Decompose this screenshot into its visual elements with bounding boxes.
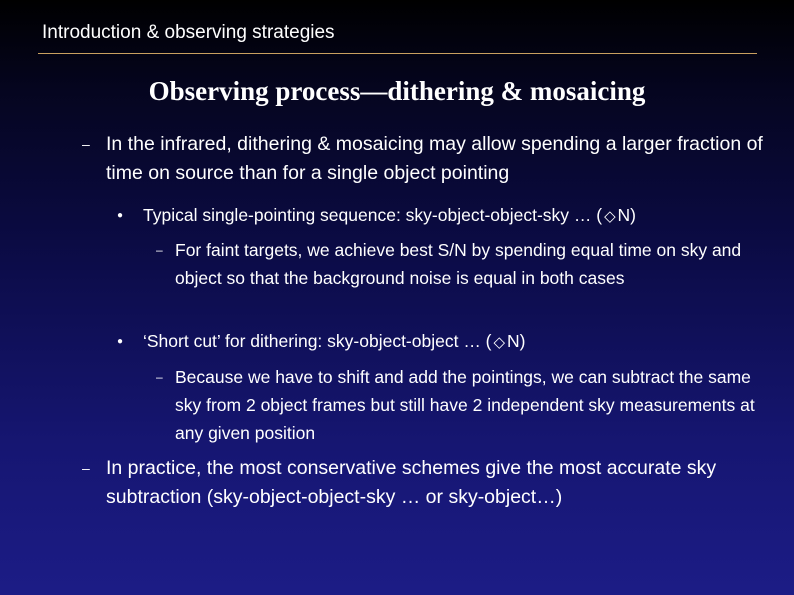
bullet-text: In the infrared, dithering & mosaicing may allow spending a larger fraction of time on source than for a single object pointing [106,133,763,184]
bullet-item [82,130,776,188]
sub-bullet-text-end: N) [617,205,636,225]
diamond-icon: ◇ [493,335,505,351]
dot-marker: ● [117,336,124,347]
sub-sub-bullet-text: Because we have to shift and add the pointings, we can subtract the same sky from 2 object frames but still have 2 independent sky measurements at any given position [175,367,755,443]
sub-sub-bullet-text: For faint targets, we achieve best S/N by spending equal time on sky and object so that the background noise is equal in both cases [175,240,742,288]
slide-title: Observing process—dithering & mosaicing [148,76,646,106]
diamond-icon: ◇ [604,209,616,225]
sub-bullet-item [117,202,763,230]
sub-bullet-text-start: ‘Short cut’ for dithering: sky-object-object … ( [143,331,492,351]
dash-marker: – [156,370,163,384]
dash-marker: – [82,136,90,152]
dash-marker: – [156,243,163,257]
sub-sub-bullet-item [156,236,765,292]
bullet-text: In practice, the most conservative schemes give the most accurate sky subtraction (sky-object-object-sky … or sky-object…) [106,457,717,508]
sub-sub-bullet-item [156,363,765,447]
dash-marker: – [82,460,90,476]
sub-bullet-item [117,328,763,356]
sub-bullet-text-end: N) [506,331,526,351]
sub-bullet-text-start: Typical single-pointing sequence: sky-object-object-sky … ( [143,205,603,225]
bullet-item [82,454,776,512]
dot-marker: ● [117,210,124,221]
header-title: Introduction & observing strategies [42,22,335,43]
header-divider [38,53,757,54]
